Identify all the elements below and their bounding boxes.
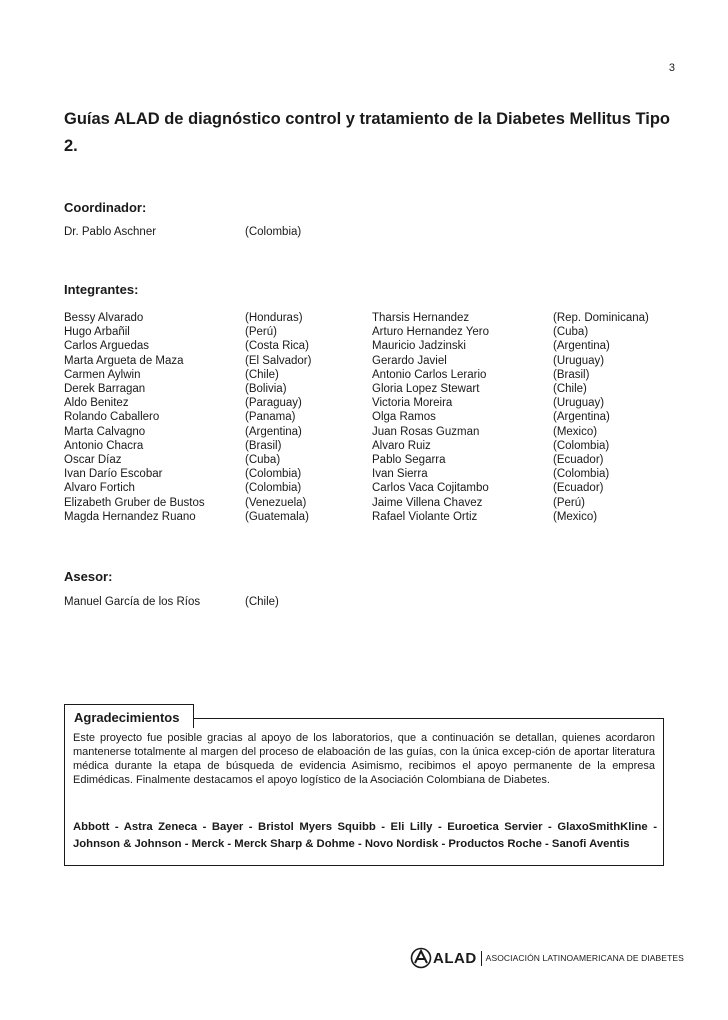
member-name: Jaime Villena Chavez xyxy=(372,496,483,509)
member-country: (Brasil) xyxy=(245,439,282,452)
member-country: (Venezuela) xyxy=(245,496,307,509)
sponsors-list: Abbott - Astra Zeneca - Bayer - Bristol Myers Squibb - Eli Lilly - Euroetica Servier - GlaxoSmithKline - Johnson & Johnson - Merck - Merck Sharp & Dohme - Novo Nordisk - Productos Roche - Sanofi Aventis xyxy=(73,821,657,850)
member-name: Arturo Hernandez Yero xyxy=(372,326,489,339)
member-name: Ivan Sierra xyxy=(372,468,428,481)
member-country: (Colombia) xyxy=(245,482,302,495)
member-country: (Chile) xyxy=(553,383,587,395)
member-country: (Bolivia) xyxy=(245,383,287,395)
member-name: Alvaro Ruiz xyxy=(372,439,431,452)
member-country: (Colombia) xyxy=(245,468,302,481)
logo-divider xyxy=(481,951,482,966)
advisor-country: (Chile) xyxy=(245,596,279,608)
member-name: Marta Calvagno xyxy=(64,425,146,438)
member-country: (Rep. Dominicana) xyxy=(553,312,649,324)
member-name: Ivan Darío Escobar xyxy=(64,468,163,481)
member-name: Gloria Lopez Stewart xyxy=(372,383,480,395)
member-name: Mauricio Jadzinski xyxy=(372,340,466,353)
member-name: Antonio Carlos Lerario xyxy=(372,368,487,381)
member-country: (Brasil) xyxy=(553,368,590,381)
alad-logo xyxy=(410,946,684,970)
acknowledgements-heading: Agradecimientos xyxy=(64,704,194,728)
member-country: (Mexico) xyxy=(553,425,598,438)
advisor-name: Manuel García de los Ríos xyxy=(64,596,201,608)
member-country: (Perú) xyxy=(553,496,585,509)
member-country: (Mexico) xyxy=(553,510,598,523)
member-name: Hugo Arbañil xyxy=(64,326,130,339)
member-name: Rafael Violante Ortiz xyxy=(372,510,478,523)
member-name: Antonio Chacra xyxy=(64,439,144,452)
member-country: (Ecuador) xyxy=(553,482,604,495)
member-name: Victoria Moreira xyxy=(372,397,453,410)
member-name: Carlos Vaca Cojitambo xyxy=(372,482,489,495)
coordinator-name: Dr. Pablo Aschner xyxy=(64,226,157,238)
acknowledgements-text: Este proyecto fue posible gracias al apoyo de los laboratorios, que a continuación se detallan, quienes acordaron mantenerse totalmente al margen del proceso de elaboación de las guías, con la única excep-ción de aportar literatura médica durante la etapa de búsqueda de evidencia Asimismo, recibimos el apoyo permanente de la empresa Edimédicas. Finalmente destacamos el apoyo logístico de la Asociación Colombiana de Diabetes. xyxy=(73,732,655,786)
member-name: Bessy Alvarado xyxy=(64,312,144,324)
member-country: (Guatemala) xyxy=(245,510,309,523)
member-name: Aldo Benitez xyxy=(64,397,129,410)
organization-name: ASOCIACIÓN LATINOAMERICANA DE DIABETES xyxy=(485,953,684,963)
alad-logo-icon xyxy=(410,947,432,969)
members-heading: Integrantes: xyxy=(64,282,139,297)
member-name: Olga Ramos xyxy=(372,411,436,424)
member-name: Derek Barragan xyxy=(64,383,146,395)
alad-logo-word: ALAD xyxy=(433,949,477,967)
member-country: (Argentina) xyxy=(553,340,610,353)
coordinator-heading: Coordinador: xyxy=(64,200,147,215)
member-country: (Paraguay) xyxy=(245,397,302,410)
page-number: 3 xyxy=(668,62,675,74)
member-name: Elizabeth Gruber de Bustos xyxy=(64,496,205,509)
member-country: (Colombia) xyxy=(553,439,610,452)
coordinator-country: (Colombia) xyxy=(245,226,302,238)
member-country: (Honduras) xyxy=(245,312,303,324)
member-name: Tharsis Hernandez xyxy=(372,312,470,324)
advisor-heading: Asesor: xyxy=(64,569,113,584)
member-name: Oscar Díaz xyxy=(64,454,122,466)
member-country: (Ecuador) xyxy=(553,454,604,466)
member-country: (Cuba) xyxy=(245,454,281,466)
page-title: Guías ALAD de diagnóstico control y tratamiento de la Diabetes Mellitus Tipo 2. xyxy=(64,110,671,155)
member-country: (Panama) xyxy=(245,411,296,424)
member-name: Pablo Segarra xyxy=(372,454,446,466)
member-country: (Uruguay) xyxy=(553,354,605,367)
member-name: Gerardo Javiel xyxy=(372,354,447,367)
member-name: Carmen Aylwin xyxy=(64,368,141,381)
member-country: (Uruguay) xyxy=(553,397,605,410)
member-name: Carlos Arguedas xyxy=(64,340,150,353)
member-country: (Perú) xyxy=(245,326,277,339)
member-name: Magda Hernandez Ruano xyxy=(64,510,196,523)
member-name: Juan Rosas Guzman xyxy=(372,425,480,438)
member-country: (Costa Rica) xyxy=(245,340,309,353)
member-country: (Argentina) xyxy=(553,411,610,424)
member-country: (Chile) xyxy=(245,368,279,381)
member-name: Alvaro Fortich xyxy=(64,482,135,495)
member-name: Marta Argueta de Maza xyxy=(64,354,184,367)
member-country: (Argentina) xyxy=(245,425,302,438)
member-name: Rolando Caballero xyxy=(64,411,160,424)
member-country: (Cuba) xyxy=(553,326,589,339)
member-country: (Colombia) xyxy=(553,468,610,481)
member-country: (El Salvador) xyxy=(245,354,312,367)
